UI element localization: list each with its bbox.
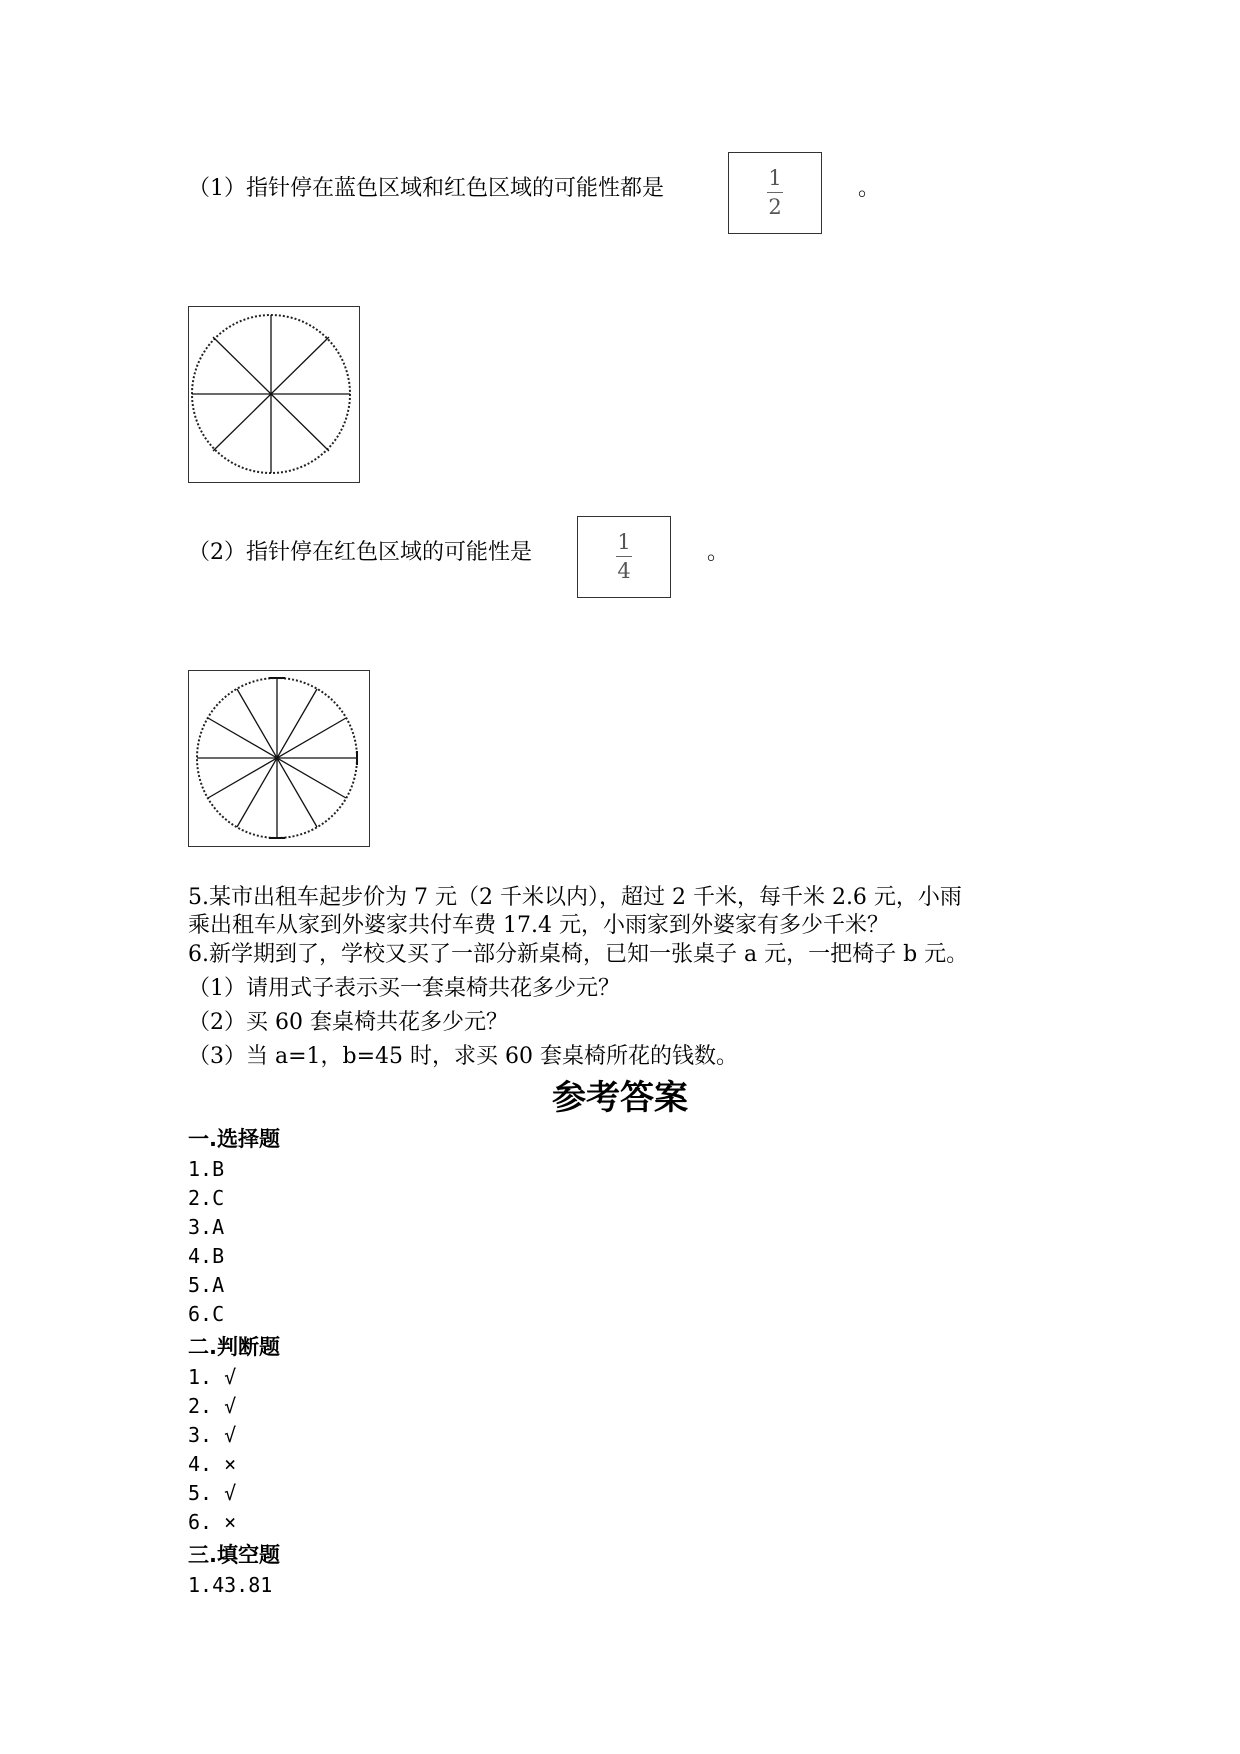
q6-sub1: （1）请用式子表示买一套桌椅共花多少元？ (188, 976, 620, 1001)
answer-item: 2. √ (188, 1394, 237, 1418)
q4-part1-period: 。 (858, 176, 881, 201)
answer-item: 4.B (188, 1244, 225, 1268)
q4-part1-text: （1）指针停在蓝色区域和红色区域的可能性都是 (188, 176, 664, 201)
answer-key-title: 参考答案 (552, 1078, 688, 1118)
q6-line1: 6.新学期到了，学校又买了一部分新桌椅，已知一张桌子 a 元，一把椅子 b 元。 (188, 942, 969, 967)
answer-item: 2.C (188, 1186, 225, 1210)
fraction-denominator: 2 (768, 195, 782, 219)
answer-item: 6. × (188, 1510, 237, 1534)
section-heading-fill-blank: 三.填空题 (188, 1543, 280, 1567)
q6-sub2: （2）买 60 套桌椅共花多少元？ (188, 1010, 508, 1035)
answer-item: 1.43.81 (188, 1573, 273, 1597)
q4-part2-period: 。 (707, 540, 730, 565)
answer-item: 1.B (188, 1157, 225, 1181)
spinner-wheel-12-sectors (188, 670, 370, 847)
q6-sub3: （3）当 a=1，b=45 时，求买 60 套桌椅所花的钱数。 (188, 1044, 739, 1069)
answer-item: 5. √ (188, 1481, 237, 1505)
spinner-12-drawing (189, 671, 369, 846)
fraction-numerator: 1 (617, 530, 631, 554)
q5-line2: 乘出租车从家到外婆家共付车费 17.4 元，小雨家到外婆家有多少千米？ (188, 913, 889, 938)
answer-item: 3.A (188, 1215, 225, 1239)
answer-item: 6.C (188, 1302, 225, 1326)
answer-item: 5.A (188, 1273, 225, 1297)
spinner-8-drawing (189, 307, 359, 482)
spinner-wheel-8-sectors (188, 306, 360, 483)
section-heading-judgment: 二.判断题 (188, 1335, 280, 1359)
section-heading-choice: 一.选择题 (188, 1127, 280, 1151)
answer-item: 1. √ (188, 1365, 237, 1389)
answer-box-fraction-quarter (577, 516, 671, 598)
answer-item: 3. √ (188, 1423, 237, 1447)
fraction-numerator: 1 (768, 166, 782, 190)
answer-item: 4. × (188, 1452, 237, 1476)
fraction-denominator: 4 (617, 559, 631, 583)
q5-line1: 5.某市出租车起步价为 7 元（2 千米以内），超过 2 千米，每千米 2.6 元，小雨 (188, 885, 962, 910)
fraction-bar (767, 192, 783, 193)
q4-part2-text: （2）指针停在红色区域的可能性是 (188, 540, 532, 565)
answer-box-fraction-half (728, 152, 822, 234)
fraction-bar (616, 556, 632, 557)
